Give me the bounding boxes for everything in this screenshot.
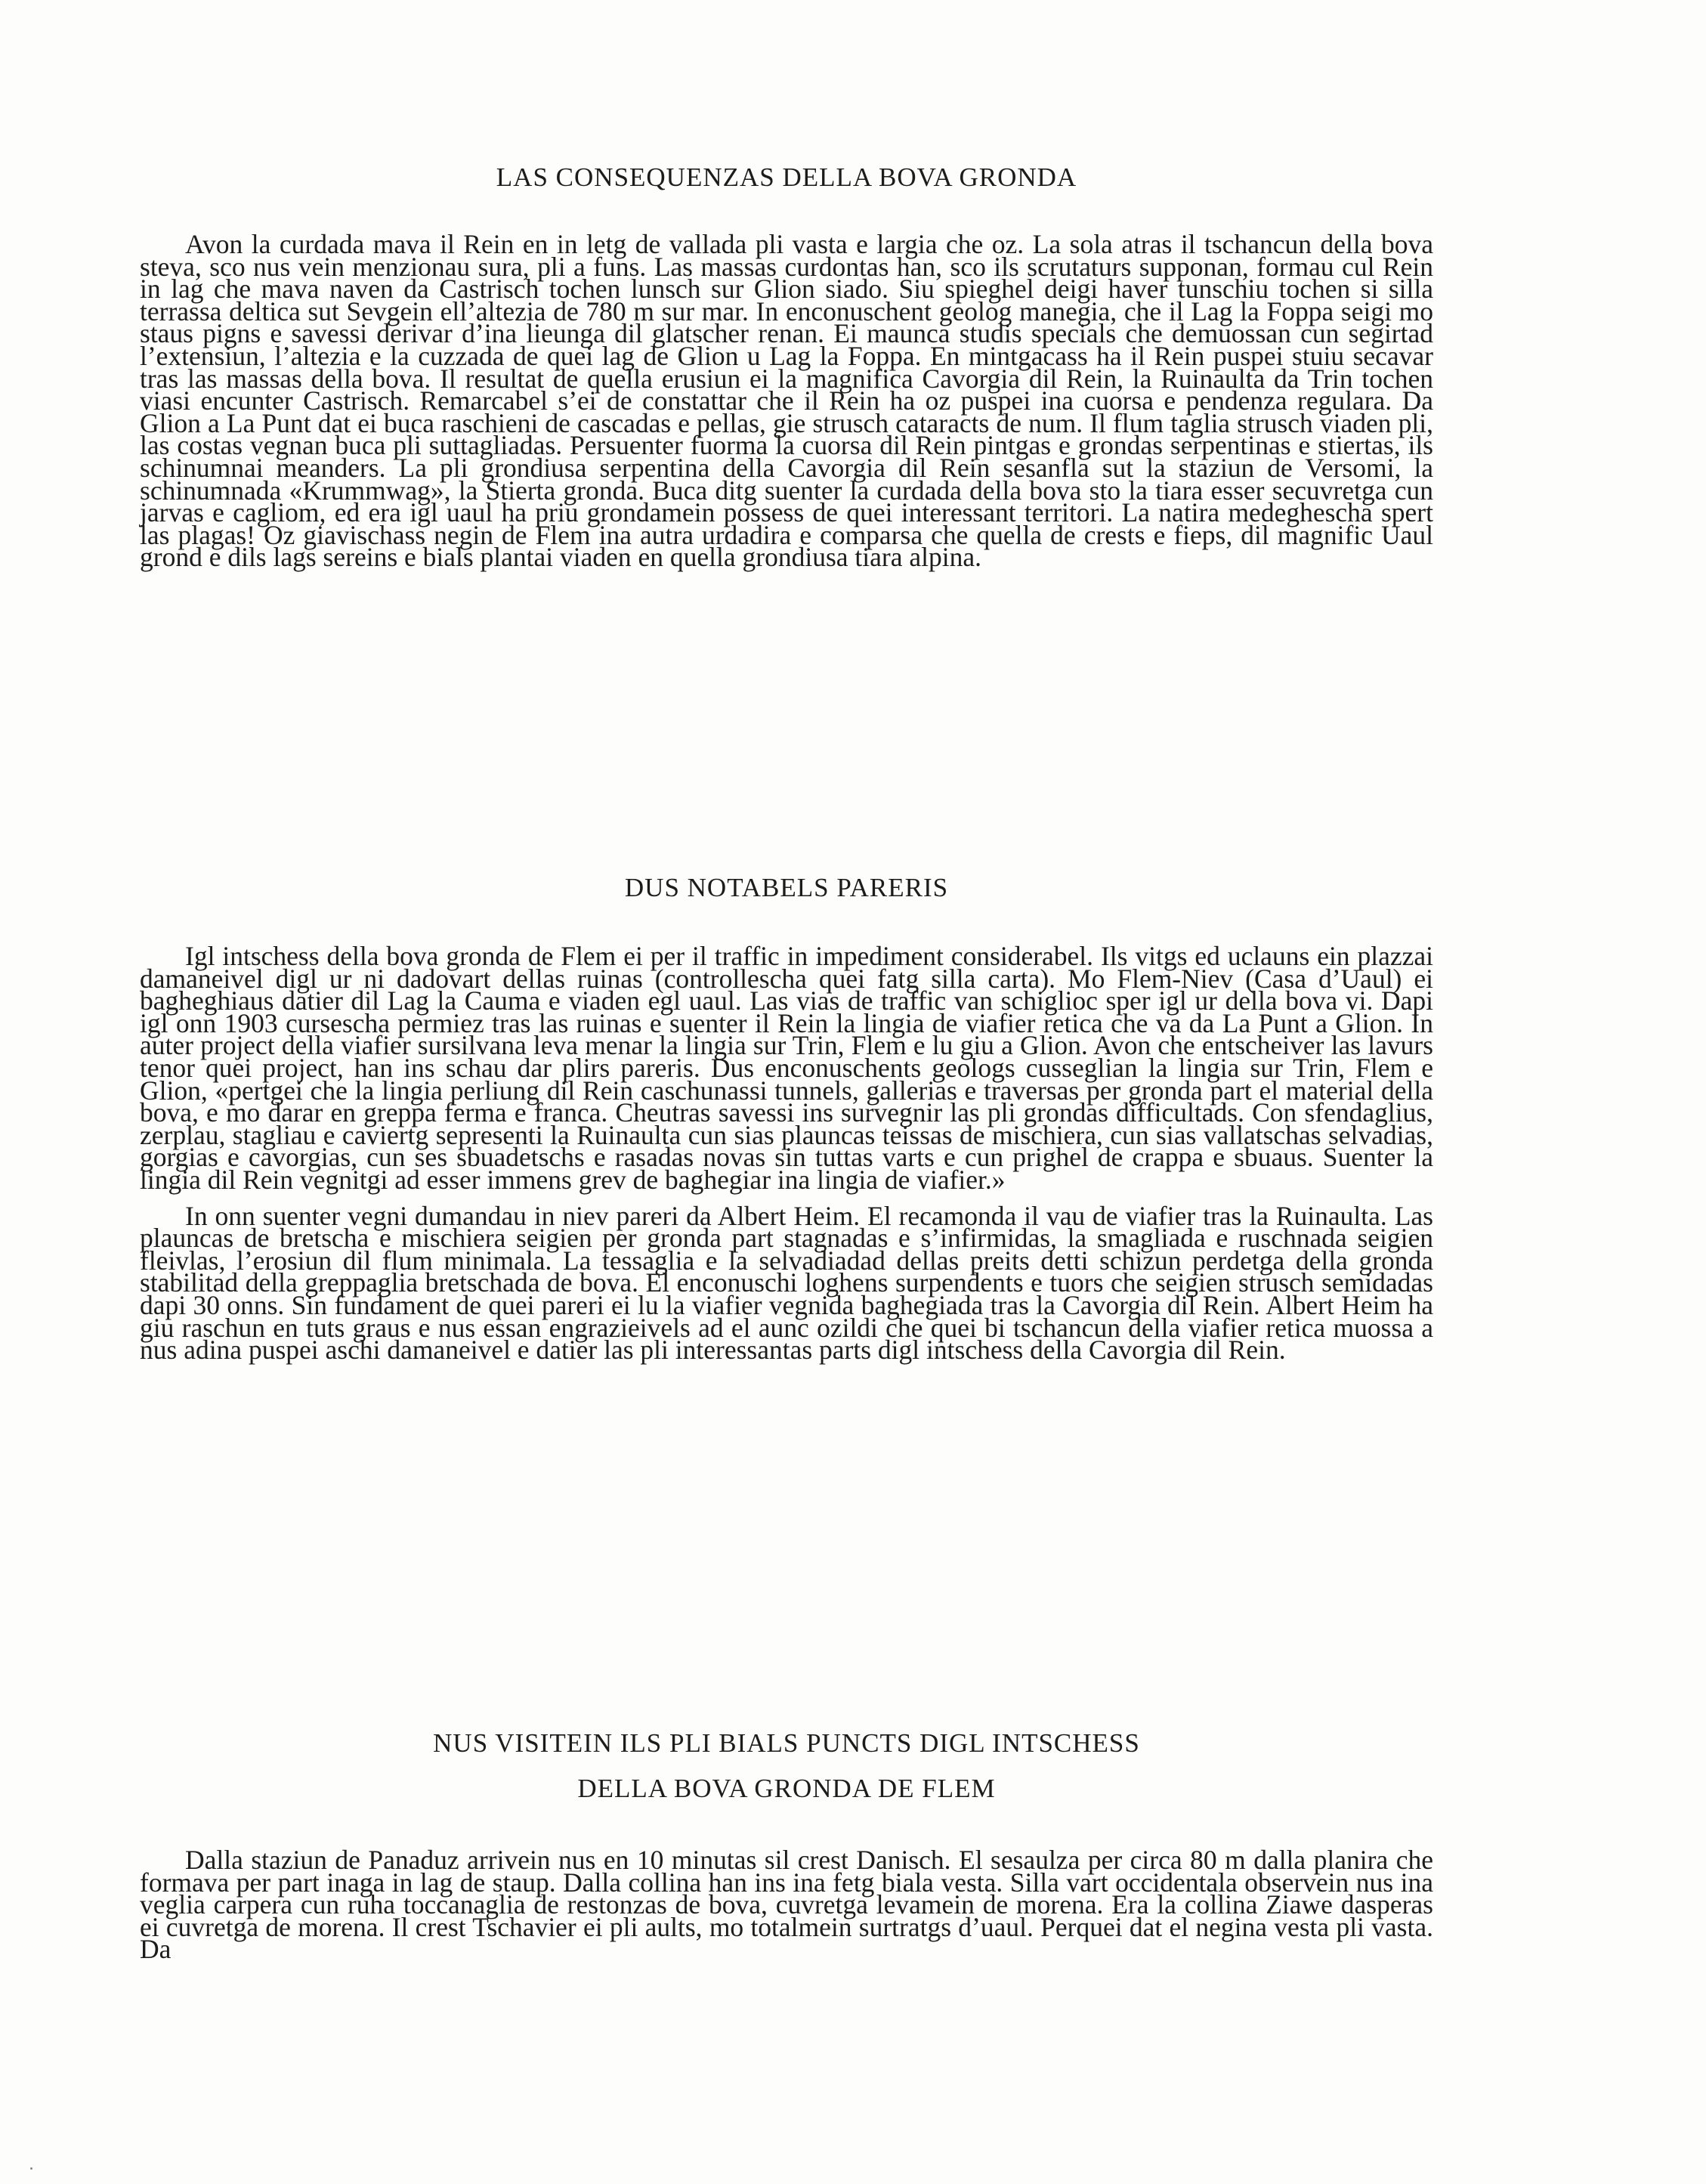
section-body-consequenzas [140,229,1433,573]
paragraph: Avon la curdada mava il Rein en in letg de vallada pli vasta e largia che oz. La sola atras il tschancun della bova steva, sco nus vein menzionau sura, pli a funs. Las massas curdontas han, sco ils scrutaturs supponan, formau cul Rein in lag che mava naven da Castrisch tochen lunsch sur Glion siado. Siu spieghel deigi haver tunschiu tochen si silla terrassa deltica sut Sevgein ell’altezia de 780 m sur mar. In enconuschent geolog manegia, che il Lag la Foppa seigi mo staus pigns e savessi derivar d’ina lieunga dil glatscher renan. Ei maunca studis specials che demuossan cun segirtad l’extensiun, l’altezia e la cuzzada de quei lag de Glion u Lag la Foppa. En mintgacass ha il Rein puspei stuiu secavar tras las massas della bova. Il resultat de quella erusiun ei la magnifica Cavorgia dil Rein, la Ruinaulta da Trin tochen viasi encunter Castrisch. Remarcabel s’ei de constattar che il Rein ha oz puspei ina cuorsa e pendenza regulara. Da Glion a La Punt dat ei buca raschieni de cascadas e pellas, gie strusch cataracts de num. Il flum taglia strusch viaden pli, las costas vegnan buca pli suttagliadas. Persuenter fuorma la cuorsa dil Rein pintgas e grondas serpentinas e stiertas, ils schinumnai meanders. La pli grondiusa serpentina della Cavorgia dil Rein sesanfla sut la staziun de Versomi, la schinumnada «Krummwag», la Stierta gronda. Buca ditg suenter la curdada della bova sto la tiara esser secuvretga cun jarvas e cagliom, ed era igl uaul ha priu grondamein possess de quei interessant territori. La natira medeghescha spert las plagas! Oz giavischass negin de Flem ina autra urdadira e comparsa che quella de crests e fieps, dil magnific Uaul grond e dils lags sereins e bials plantai viaden en quella grondiusa tiara alpina. [140,229,1433,573]
paragraph: Dalla staziun de Panaduz arrivein nus en 10 minutas sil crest Danisch. El sesaulza per circa 80 m dalla planira che formava per part inaga in lag de staup. Dalla collina han ins ina fetg biala vesta. Silla vart occidentala observein nus ina veglia carpera cun ruha toccanaglia de restonzas de bova, cuvretga levamein de morena. Era la collina Ziawe dasperas ei cuvretga de morena. Il crest Tschavier ei pli aults, mo totalmein surtratgs d’uaul. Perquei dat el negina vesta pli vasta. Da [140,1845,1433,1965]
section-heading-visitein-line-1: NUS VISITEIN ILS PLI BIALS PUNCTS DIGL INTSCHESS [433,1728,1140,1758]
section-heading-pareris: DUS NOTABELS PARERIS [624,873,949,902]
paragraph: In onn suenter vegni dumandau in niev pareri da Albert Heim. El recamonda il vau de viafier tras la Ruinaulta. Las plauncas de bretscha e mischiera seigien per gronda part stagnadas e s’infirmidas, la smagliada e ruschnada seigien fleivlas, l’erosiun dil flum minimala. La tessaglia e la selvadiadad dellas preits detti schizun perdetga della gronda stabilitad della greppaglia bretschada de bova. El enconuschi loghens surpendents e tuors che seigien strusch semidadas dapi 30 onns. Sin fundament de quei pareri ei lu la viafier vegnida baghegiada tras la Cavorgia dil Rein. Albert Heim ha giu raschun en tuts graus e nus essan engrazieivels ad el aunc ozildi che quei bi tschancun della viafier retica muossa a nus adina puspei aschi damaneivel e datier las pli interessantas parts digl intschess della Cavorgia dil Rein. [140,1200,1433,1366]
section-body-pareris [140,941,1433,1366]
section-heading-consequenzas: LAS CONSEQUENZAS DELLA BOVA GRONDA [496,162,1077,192]
page-speck [30,2167,32,2170]
paragraph: Igl intschess della bova gronda de Flem ei per il traffic in impediment considerabel. Ils vitgs ed uclauns ein plazzai damaneivel digl ur ni dadovart dellas ruinas (controllescha quei fatg silla carta). Mo Flem-Niev (Casa d’Uaul) ei bagheghiaus datier dil Lag la Cauma e viaden egl uaul. Las vias de traffic van schiglioc sper igl ur della bova vi. Dapi igl onn 1903 cursescha permiez tras las ruinas e suenter il Rein la lingia de viafier retica che va da La Punt a Glion. In auter project della viafier sursilvana leva menar la lingia sur Trin, Flem e lu giu a Glion. Avon che entscheiver las lavurs tenor quei project, han ins schau dar plirs pareris. Dus enconuschents geologs cusseglian la lingia sur Trin, Flem e Glion, «pertgei che la lingia perliung dil Rein caschunassi tunnels, gallerias e traversas per gronda part el material della bova, e mo darar en greppa ferma e franca. Cheutras savessi ins survegnir las pli grondas difficultads. Con sfendaglius, zerplau, stagliau e caviertg sepresenti la Ruinaulta cun sias plauncas teissas de mischiera, cun sias vallatschas selvadias, gorgias e cavorgias, cun ses sbuadetschs e rasadas novas sin tuttas varts e cun prighel de crappa e sbuaus. Suenter la lingia dil Rein vegnitgi ad esser immens grev de baghegiar ina lingia de viafier.» [140,941,1433,1195]
section-body-visitein [140,1845,1433,1965]
section-heading-visitein-line-2: DELLA BOVA GRONDA DE FLEM [577,1774,996,1803]
